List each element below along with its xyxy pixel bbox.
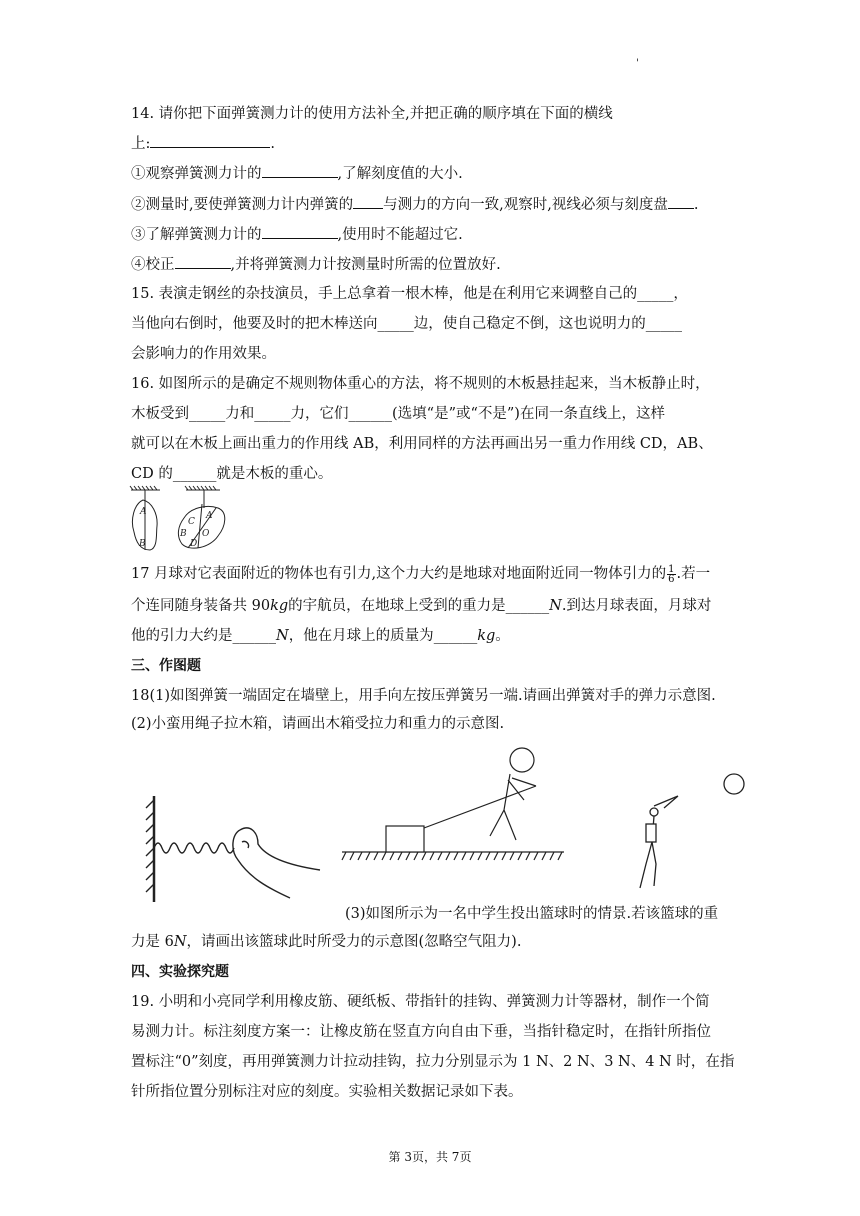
q15-line1: 15. 表演走钢丝的杂技演员，手上总拿着一根木棒，他是在利用它来调整自己的_____， (131, 286, 688, 302)
q18-line4: 力是 6N，请画出该篮球此时所受力的示意图(忽略空气阻力). (131, 934, 522, 950)
section-heading-experiment: 四、实验探究题 (131, 964, 229, 980)
answer-blank[interactable] (353, 194, 383, 209)
label-c: C (188, 517, 195, 527)
corner-mark: ' (636, 58, 639, 69)
q14-step3: ③了解弹簧测力计的 ,使用时不能超过它. (131, 224, 463, 245)
q16-line3: 就可以在木板上画出重力的作用线 AB，利用同样的方法再画出另一重力作用线 CD，AB、 (131, 436, 713, 452)
answer-blank[interactable] (262, 163, 338, 178)
answer-blank[interactable] (150, 133, 270, 148)
q19-line3: 置标注“0”刻度，再用弹簧测力计拉动挂钩，拉力分别显示为 1 N、2 N、3 N、4 N 时，在指 (131, 1054, 735, 1070)
q14-step2: ②测量时,要使弹簧测力计内弹簧的 与测力的方向一致,观察时,视线必须与刻度盘 . (131, 194, 698, 215)
label-b2: B (180, 529, 187, 539)
basketball-icon (724, 774, 744, 794)
label-b: B (139, 539, 146, 549)
answer-blank[interactable] (175, 254, 231, 269)
q17-line2: 个连同随身装备共 90kg的宇航员，在地球上受到的重力是______N.到达月球表面，月球对 (131, 598, 712, 614)
q19-line4: 针所指位置分别标注对应的刻度。实验相关数据记录如下表。 (131, 1084, 523, 1100)
q16-line1: 16. 如图所示的是确定不规则物体重心的方法，将不规则的木板悬挂起来，当木板静止时， (131, 376, 710, 392)
section-heading-drawing: 三、作图题 (131, 658, 201, 674)
q14-step1: ①观察弹簧测力计的 ,了解刻度值的大小. (131, 163, 463, 184)
q17-line3: 他的引力大约是______N，他在月球上的质量为______kg。 (131, 628, 510, 644)
q15-line3: 会影响力的作用效果。 (131, 346, 276, 362)
answer-blank[interactable] (262, 224, 338, 239)
label-a: A (140, 507, 147, 517)
spring-hand-figure (140, 790, 330, 910)
q18-line1: 18(1)如图弹簧一端固定在墙壁上，用手向左按压弹簧另一端.请画出弹簧对手的弹力示意图. (131, 688, 716, 704)
q16-line2: 木板受到_____力和_____力，它们______(选填“是”或“不是”)在同一条直线上，这样 (131, 406, 665, 422)
fraction: $\frac{1}{6}$ (668, 563, 675, 585)
q17-line1: 17 月球对它表面附近的物体也有引力,这个力大约是地球对地面附近同一物体引力的 $\frac{1}{6}$ .若一 (131, 563, 711, 585)
q19-line2: 易测力计。标注刻度方案一：让橡皮筋在竖直方向自由下垂，当指针稳定时，在指针所指位 (131, 1024, 711, 1040)
label-d: D (190, 539, 198, 549)
basketball-player-figure (630, 768, 750, 894)
label-o: O (202, 529, 210, 539)
answer-blank[interactable] (668, 194, 694, 209)
boy-pulling-box-figure (340, 740, 570, 862)
center-of-gravity-figure (126, 484, 236, 556)
q14-line1: 14. 请你把下面弹簧测力计的使用方法补全,并把正确的顺序填在下面的横线 (131, 106, 613, 122)
q15-line2: 当他向右倒时，他要及时的把木棒送向_____边，使自己稳定不倒，这也说明力的_____ (131, 316, 682, 332)
label-a2: A (206, 511, 213, 521)
q14-step4: ④校正 ,并将弹簧测力计按测量时所需的位置放好. (131, 254, 501, 275)
q18-line2: (2)小蛮用绳子拉木箱，请画出木箱受拉力和重力的示意图. (131, 716, 505, 732)
q16-line4: CD 的______就是木板的重心。 (131, 466, 333, 482)
q19-line1: 19. 小明和小亮同学利用橡皮筋、硬纸板、带指针的挂钩、弹簧测力计等器材，制作一个简 (131, 994, 710, 1010)
q18-line3: (3)如图所示为一名中学生投出篮球时的情景.若该篮球的重 (345, 906, 719, 922)
q14-line2: 上: . (131, 133, 275, 154)
page-footer: 第 3页，共 7页 (388, 1150, 472, 1164)
